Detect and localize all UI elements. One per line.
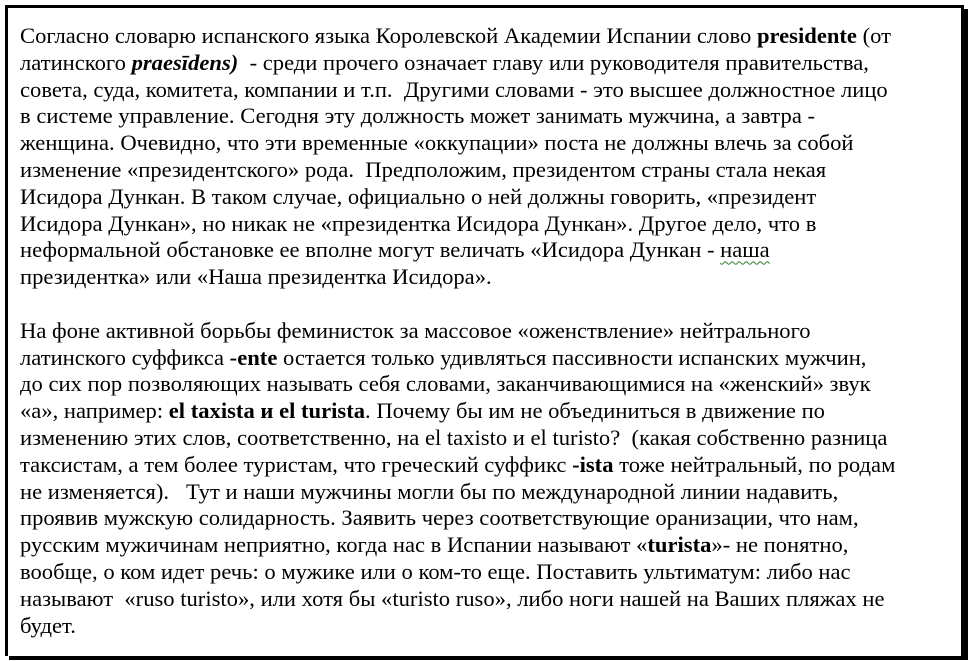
p1-line-7: Исидора Дункан. В таком случае, официально о ней должны говорить, «президент — [20, 183, 817, 209]
term-praesidens: praesīdens) — [131, 49, 239, 75]
p2-line-11: называют «ruso turisto», или хотя бы «turisto ruso», либо ноги нашей на Ваших пляжах не — [20, 585, 885, 611]
paragraph-1 — [20, 23, 965, 291]
p2-line-10: вообще, о ком идет речь: о мужике или о ком-то еще. Поставить ультиматум: либо нас — [20, 558, 851, 584]
p1-line-10: президентка» или «Наша президентка Исидора». — [20, 264, 492, 290]
term-turista: turista — [647, 532, 712, 558]
term-ente: -ente — [224, 344, 278, 370]
p1-line-6: изменение «президентского» рода. Предположим, президентом страны стала некая — [20, 156, 827, 182]
p2-line-7: не изменяется). Тут и наши мужчины могли бы по международной линии надавить, — [20, 478, 839, 504]
p2-line-5: изменению этих слов, соответственно, на el taxisto и el turisto? (какая собственно разница — [20, 424, 888, 450]
p1-line-1: Согласно словарю испанского языка Королевской Академии Испании слово presidente (от — [20, 23, 892, 48]
paragraph-2 — [20, 318, 965, 640]
p1-line-2: латинского praesīdens) - среди прочего означает главу или руководителя правительства, — [20, 49, 869, 75]
p2-line-8: проявив мужскую солидарность. Заявить через соответствующие оранизации, что нам, — [20, 505, 859, 531]
p2-line-12: будет. — [20, 612, 76, 638]
term-el-taxista: el taxista — [168, 398, 255, 424]
p1-line-9: неформальной обстановке ее вполне могут величать «Исидора Дункан - наша — [20, 237, 770, 263]
document-text — [20, 23, 965, 639]
paragraph-gap — [20, 291, 965, 318]
p2-line-2: латинского суффикса -ente остается только удивляться пассивности испанских мужчин, — [20, 344, 867, 370]
term-el-turista: el turista — [279, 398, 366, 424]
p1-line-5: женщина. Очевидно, что эти временные «оккупации» поста не должны влечь за собой — [20, 130, 854, 156]
term-ista: -ista — [572, 451, 614, 477]
p1-line-4: в системе управление. Сегодня эту должность может занимать мужчина, а завтра - — [20, 103, 816, 129]
p2-line-4: «а», например: el taxista и el turista. Почему бы им не объединиться в движение по — [20, 398, 825, 424]
p2-line-1: На фоне активной борьбы феминисток за массовое «оженствление» нейтрального — [20, 317, 811, 343]
p2-line-9: русским мужичинам неприятно, когда нас в Испании называют «turista»- не понятно, — [20, 532, 849, 558]
p2-line-3: до сих пор позволяющих называть себя словами, заканчивающимися на «женский» звук — [20, 371, 871, 397]
p1-line-8: Исидора Дункан», но никак не «президентка Исидора Дункан». Другое дело, что в — [20, 210, 817, 236]
term-presidente: presidente — [756, 23, 857, 48]
spellcheck-word-nasha: наша — [720, 237, 770, 263]
p1-line-3: совета, суда, комитета, компании и т.п. Другими словами - это высшее должностное лицо — [20, 76, 888, 102]
p2-line-6: таксистам, а тем более туристам, что греческий суффикс -ista тоже нейтральный, по родам — [20, 451, 896, 477]
